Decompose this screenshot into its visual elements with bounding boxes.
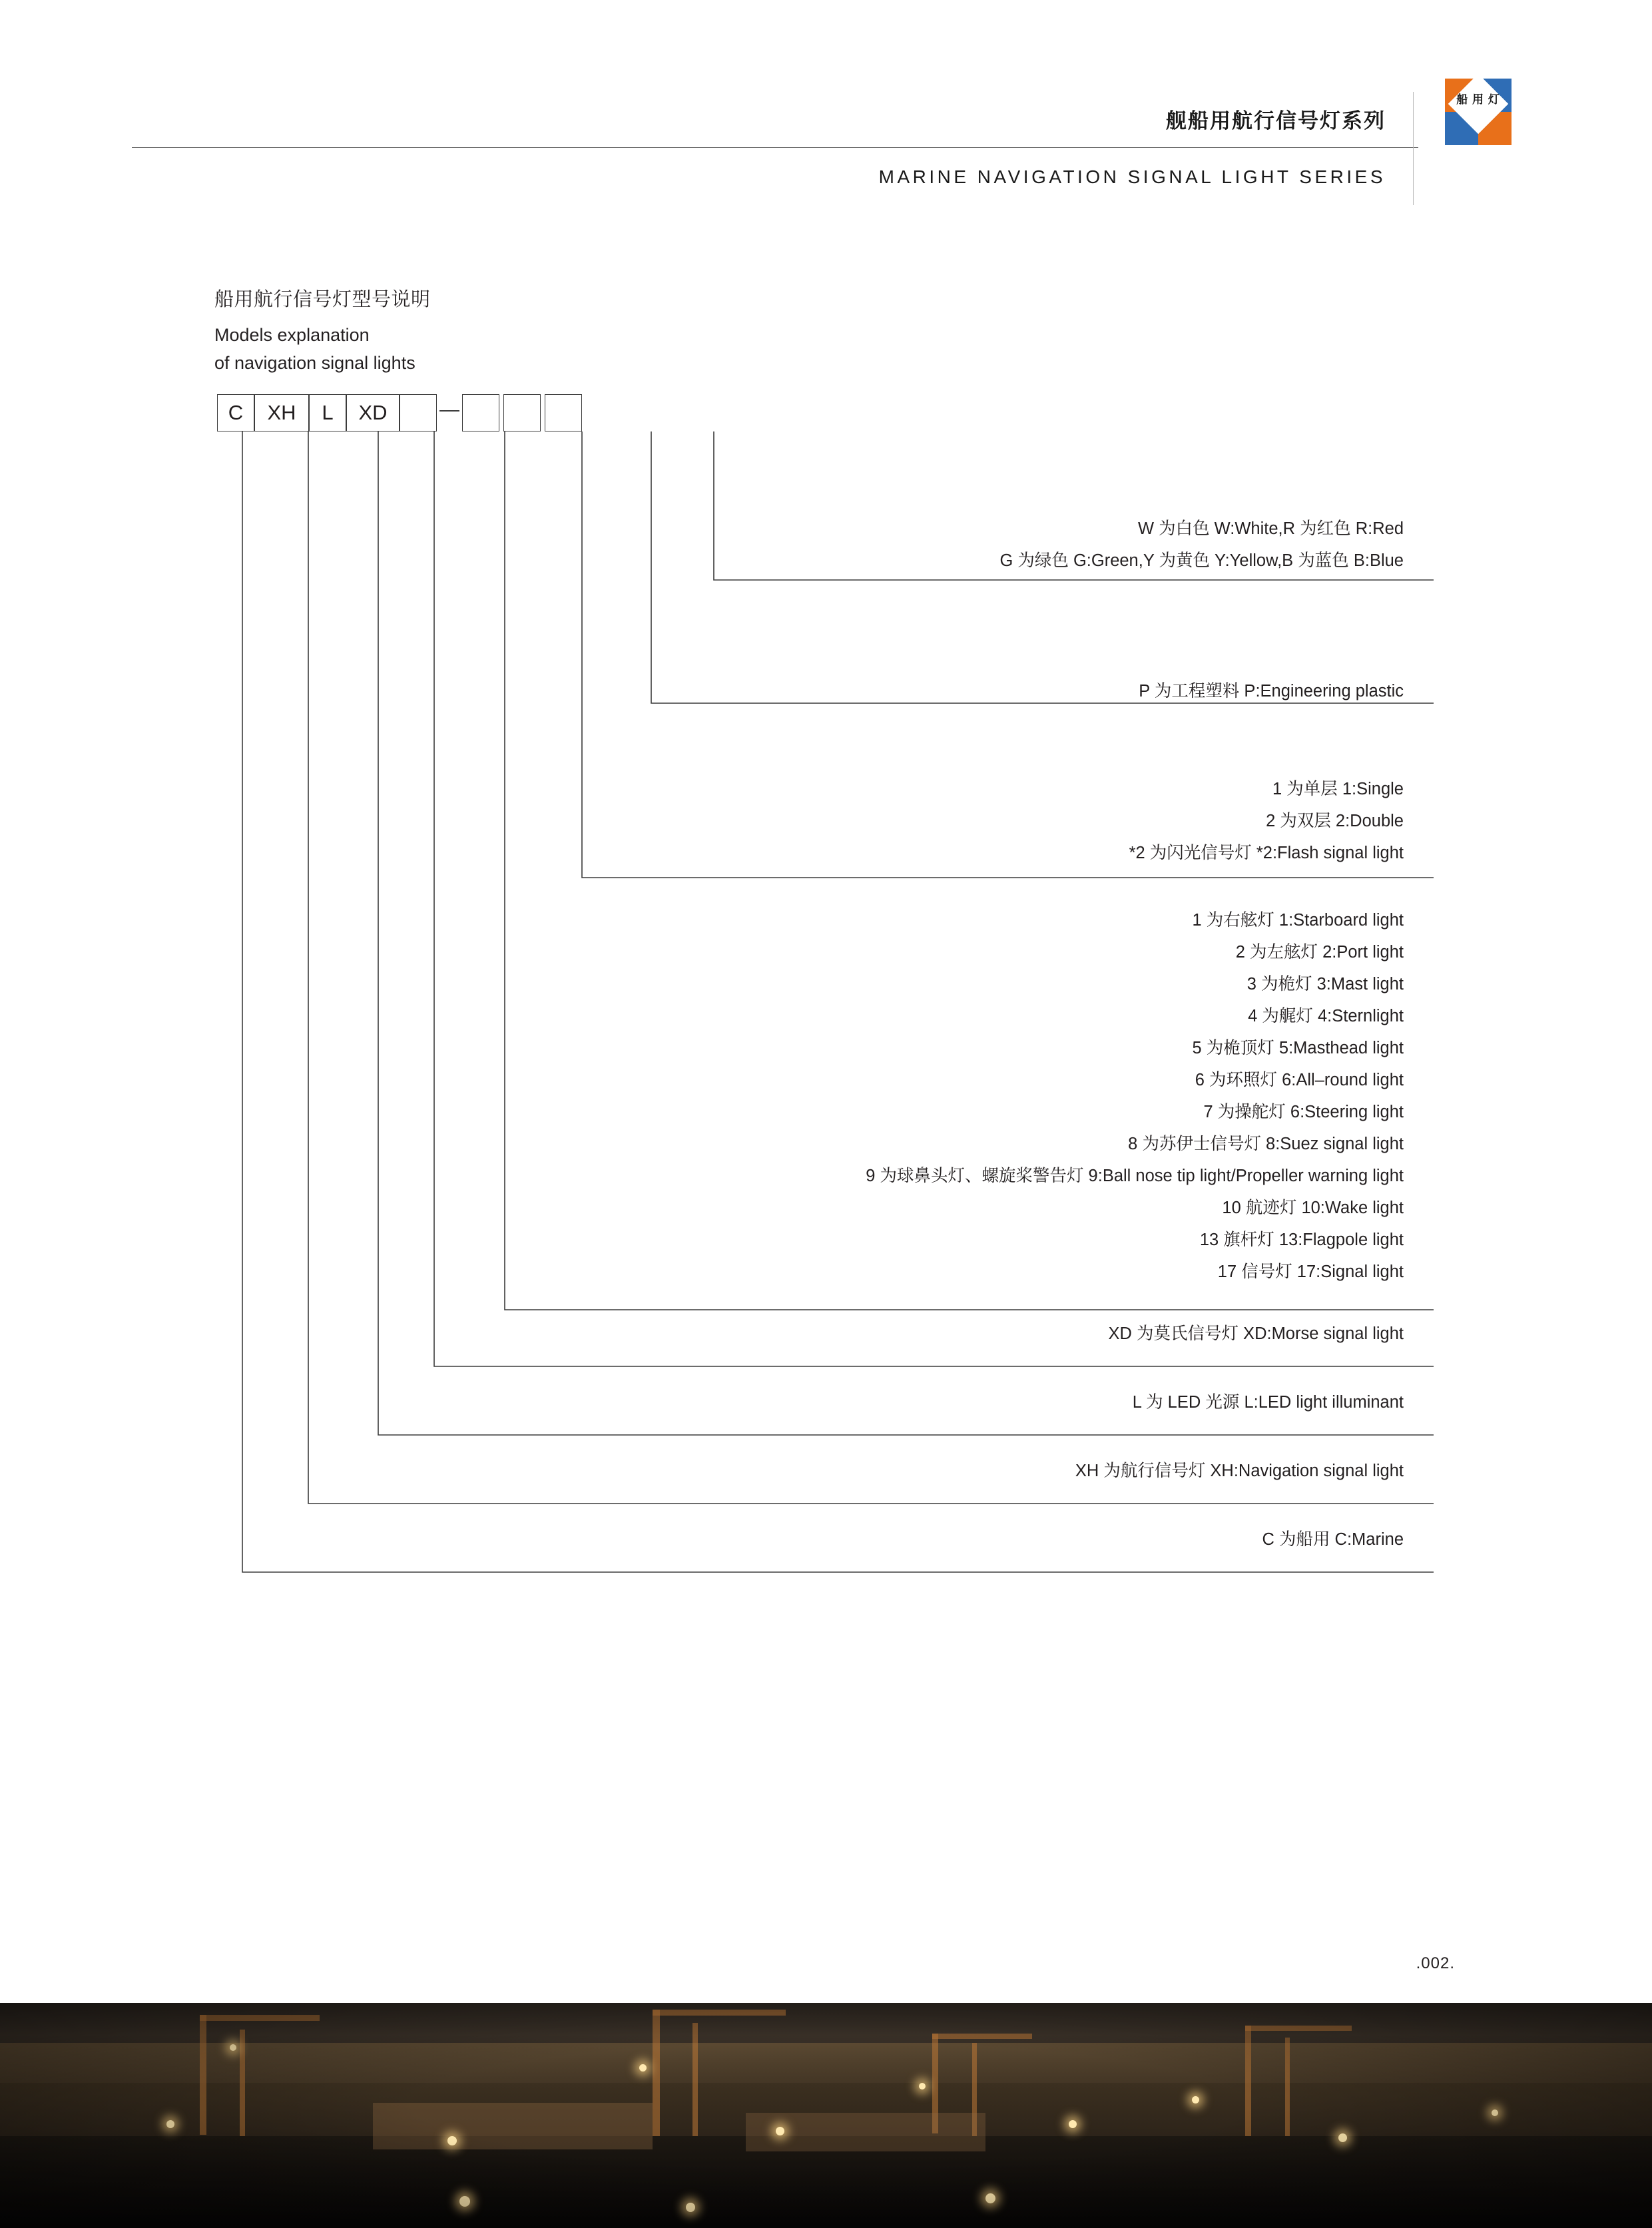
code-box-xh: XH (254, 394, 309, 431)
section-title (214, 286, 814, 377)
header-title-cn: 舰船用航行信号灯系列 (1166, 109, 1386, 133)
page-header (0, 85, 1652, 212)
header-rule (132, 147, 1418, 148)
annotation-color (999, 513, 1404, 577)
footer-photo-port-at-night (0, 2003, 1652, 2228)
section-title-en-line2: of navigation signal lights (214, 353, 415, 373)
page-number: .002. (1416, 1954, 1455, 1972)
code-box-layer (462, 394, 499, 431)
code-separator-dash (439, 410, 459, 412)
annotation-layer (1129, 773, 1404, 869)
annotation-function-line5: 5 为桅顶灯 5:Masthead light (1192, 1039, 1404, 1057)
header-vertical-divider (1413, 92, 1414, 205)
annotation-layer-line2: 2 为双层 2:Double (1266, 812, 1404, 830)
section-title-en-line1: Models explanation (214, 325, 370, 345)
annotation-color-line2: G 为绿色 G:Green,Y 为黄色 Y:Yellow,B 为蓝色 B:Blue (999, 551, 1404, 570)
code-box-material (503, 394, 541, 431)
annotation-marine: C 为船用 C:Marine (1262, 1530, 1404, 1549)
section-title-cn: 船用航行信号灯型号说明 (214, 289, 431, 310)
annotation-function-line11: 13 旗杆灯 13:Flagpole light (1199, 1231, 1404, 1249)
annotation-color-line1: W 为白色 W:White,R 为红色 R:Red (1137, 519, 1404, 538)
header-title-en: MARINE NAVIGATION SIGNAL LIGHT SERIES (878, 166, 1386, 187)
annotation-function-line10: 10 航迹灯 10:Wake light (1222, 1199, 1404, 1217)
annotation-navigation: XH 为航行信号灯 XH:Navigation signal light (1075, 1462, 1404, 1480)
annotation-morse: XD 为莫氏信号灯 XD:Morse signal light (1108, 1324, 1404, 1343)
code-box-xd: XD (346, 394, 400, 431)
logo-diamond-icon (1445, 79, 1512, 145)
code-box-l: L (309, 394, 346, 431)
annotation-layer-line1: 1 为单层 1:Single (1272, 780, 1404, 798)
annotation-function-line1: 1 为右舷灯 1:Starboard light (1192, 911, 1404, 930)
code-box-color (545, 394, 582, 431)
logo-text: 船 用 灯 (1456, 93, 1500, 106)
annotation-function-line7: 7 为操舵灯 6:Steering light (1203, 1103, 1404, 1121)
code-box-function (400, 394, 437, 431)
annotation-function-line3: 3 为桅灯 3:Mast light (1246, 975, 1404, 993)
code-box-c: C (217, 394, 254, 431)
annotation-led: L 为 LED 光源 L:LED light illuminant (1132, 1393, 1404, 1412)
annotation-function-line2: 2 为左舷灯 2:Port light (1235, 943, 1404, 962)
annotation-function-line9: 9 为球鼻头灯、螺旋桨警告灯 9:Ball nose tip light/Propeller warning light (866, 1167, 1404, 1185)
annotation-material (1139, 675, 1404, 707)
annotation-material-line1: P 为工程塑料 P:Engineering plastic (1139, 682, 1404, 700)
annotation-layer-line3: *2 为闪光信号灯 *2:Flash signal light (1129, 844, 1404, 862)
annotation-function-line12: 17 信号灯 17:Signal light (1217, 1262, 1404, 1281)
company-logo (1437, 79, 1519, 160)
annotation-function-line6: 6 为环照灯 6:All–round light (1195, 1071, 1404, 1089)
annotation-function-line4: 4 为艉灯 4:Sternlight (1248, 1007, 1404, 1025)
annotation-function (866, 904, 1404, 1288)
annotation-function-line8: 8 为苏伊士信号灯 8:Suez signal light (1128, 1135, 1404, 1153)
